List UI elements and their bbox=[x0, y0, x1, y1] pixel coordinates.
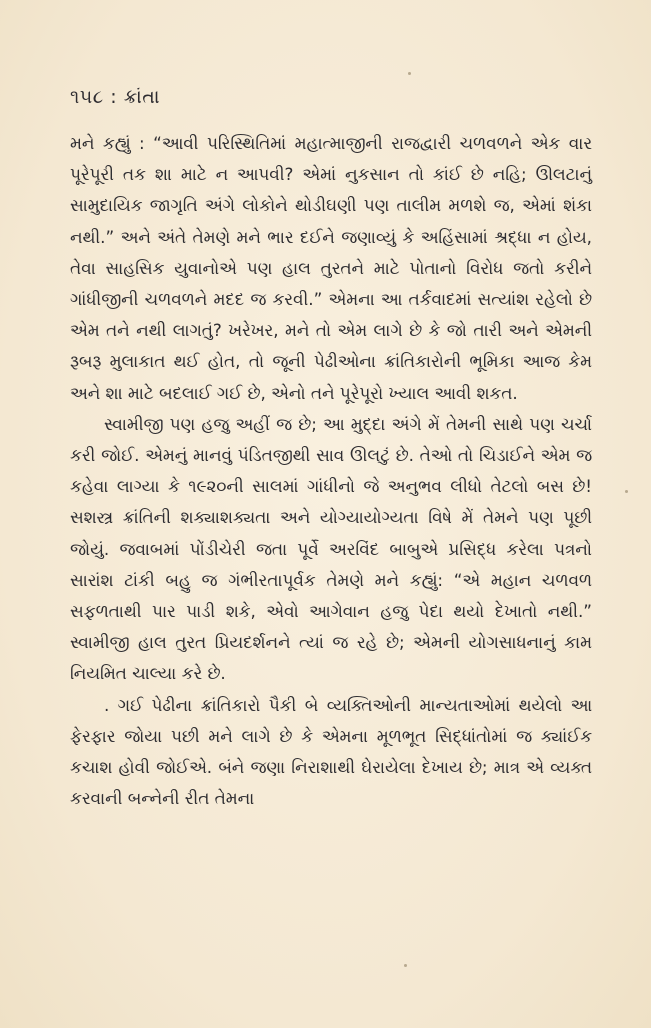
paragraph-3: . ગઈ પેઢીના ક્રાંતિકારો પૈકી બે વ્યક્તિઓની માન્યતાઓમાં થયેલો આ ફેરફાર જોયા પછી મને લાગે છે કે એમના મૂળભૂત સિદ્ધાંતોમાં જ ક્યાંઈક કચાશ હોવી જોઈએ. બંને જણા નિરાશાથી ઘેરાયેલા દેખાય છે; માત્ર એ વ્યક્ત કરવાની બન્નેની રીત તેમના bbox=[70, 694, 592, 809]
page-header: ૧૫૮ : ક્રાંતા bbox=[70, 86, 161, 108]
paper-speck bbox=[625, 490, 628, 493]
paper-speck bbox=[408, 72, 411, 75]
paper-speck bbox=[404, 964, 407, 967]
paragraph-2: સ્વામીજી પણ હજુ અહીં જ છે; આ મુદ્દા અંગે મેં તેમની સાથે પણ ચર્ચા કરી જોઈ. એમનું માનવું પંડિતજીથી સાવ ઊલટું છે. તેઓ તો ચિડાઈને એમ જ કહેવા લાગ્યા કે ૧૯૨૦ની સાલમાં ગાંધીનો જે અનુભવ લીધો તેટલો બસ છે! સશસ્ત્ર ક્રાંતિની શક્યાશક્યતા અને યોગ્યાયોગ્યતા વિષે મેં તેમને પણ પૂછી જોયું. જવાબમાં પોંડીચેરી જતા પૂર્વે અરવિંદ બાબુએ પ્રસિદ્ધ કરેલા પત્રનો સારાંશ ટાંકી બહુ જ ગંભીરતાપૂર્વક તેમણે મને કહ્યું: “એ મહાન ચળવળ સફળતાથી પાર પાડી શકે, એવો આગેવાન હજુ પેદા થયો દેખાતો નથી.” સ્વામીજી હાલ તુરત પ્રિયદર્શનને ત્યાં જ રહે છે; એમની યોગસાધનાનું કામ નિયમિત ચાલ્યા કરે છે. bbox=[70, 413, 592, 684]
paragraph-1: મને કહ્યું : “આવી પરિસ્થિતિમાં મહાત્માજીની રાજદ્વારી ચળવળને એક વાર પૂરેપૂરી તક શા માટે ન આપવી? એમાં નુકસાન તો કાંઈ છે નહિ; ઊલટાનું સામુદાયિક જાગૃતિ અંગે લોકોને થોડીઘણી પણ તાલીમ મળશે જ, એમાં શંકા નથી.” અને અંતે તેમણે મને ભાર દઈને જણાવ્યું કે અહિંસામાં શ્રદ્ધા ન હોય, તેવા સાહસિક યુવાનોએ પણ હાલ તુરતને માટે પોતાનો વિરોધ જતો કરીને ગાંધીજીની ચળવળને મદદ જ કરવી.” એમના આ તર્કવાદમાં સત્યાંશ રહેલો છે એમ તને નથી લાગતું? ખરેખર, મને તો એમ લાગે છે કે જો તારી અને એમની રૂબરૂ મુલાકાત થઈ હોત, તો જૂની પેઢીઓના ક્રાંતિકારોની ભૂમિકા આજ કેમ અને શા માટે બદલાઈ ગઈ છે, એનો તને પૂરેપૂરો ખ્યાલ આવી શકત. bbox=[70, 133, 592, 403]
page-body bbox=[70, 128, 592, 814]
